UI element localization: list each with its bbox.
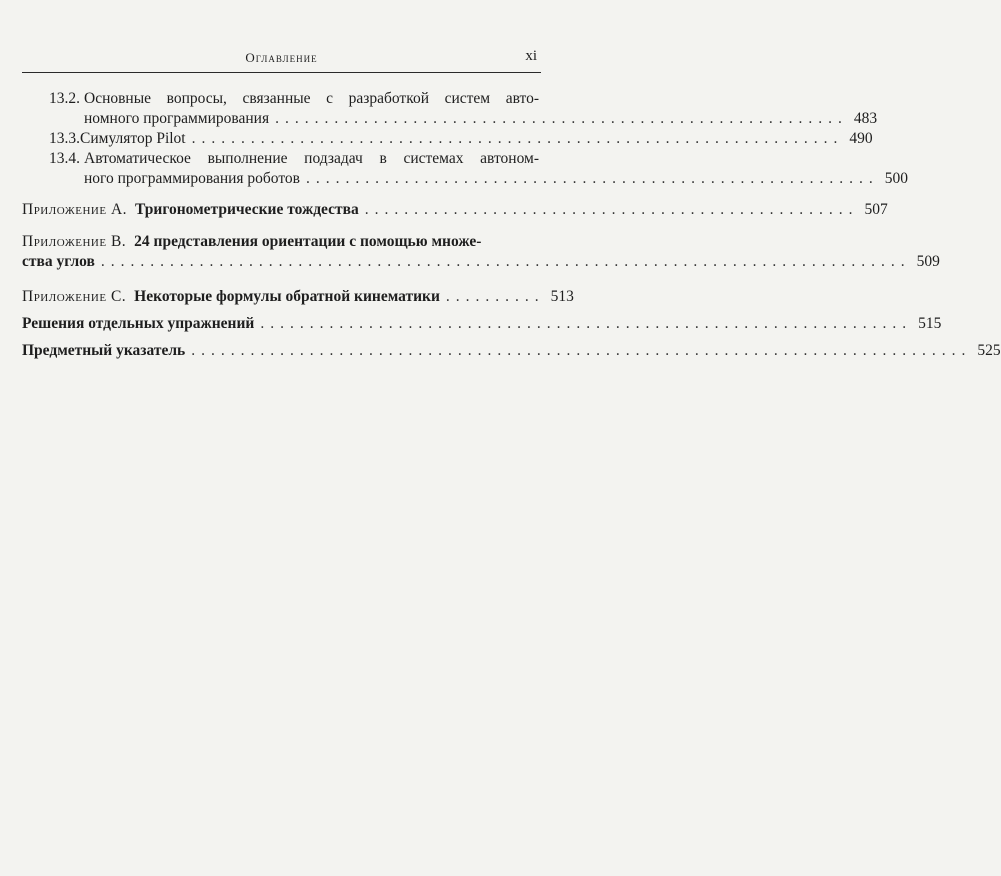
leader-dots: ..................................................: [364, 201, 859, 218]
appendix-title: Тригонометрические тождества: [135, 201, 359, 218]
toc-entry-page: 509: [916, 253, 940, 270]
leader-dots: ..........................................................: [275, 110, 848, 127]
appendix-label: Приложение C.: [22, 288, 127, 305]
appendix-title-continued: ства углов: [22, 253, 95, 270]
toc-entry-title-continued: номного программирования: [84, 110, 270, 127]
appendix-title: 24 представления ориентации с помощью множе-: [134, 233, 482, 250]
section-title: Предметный указатель: [22, 342, 186, 359]
toc-entry-number: 13.4.: [49, 150, 80, 167]
toc-entry-title: Симулятор Pilot: [80, 130, 186, 147]
leader-dots: ..................................................................: [191, 130, 844, 147]
running-header: [22, 46, 541, 73]
toc-entry-page: 483: [853, 110, 878, 127]
toc-entry-title: Основные вопросы, связанные с разработкой систем авто-: [84, 90, 539, 107]
appendix-title: Некоторые формулы обратной кинематики: [134, 288, 440, 305]
appendix-label: Приложение A.: [22, 201, 128, 218]
header-page-number: xi: [525, 48, 537, 64]
toc-entry-13-4-line2[interactable]: [84, 169, 908, 189]
toc-entry-number: 13.3.: [49, 130, 80, 147]
header-title: Оглавление: [245, 50, 318, 65]
toc-entry-page: 515: [918, 315, 942, 332]
toc-entry-page: 513: [550, 288, 574, 305]
toc-appendix-c[interactable]: [22, 287, 574, 307]
leader-dots: ..........: [445, 288, 545, 305]
leader-dots: ...............................................................................: [191, 342, 972, 359]
leader-dots: ..........................................................: [306, 170, 879, 187]
toc-entry-page: 525: [977, 342, 1001, 359]
toc-appendix-b-line1[interactable]: [22, 232, 539, 252]
toc-appendix-a[interactable]: [22, 200, 888, 220]
toc-entry-13-2-line2[interactable]: [84, 109, 878, 129]
toc-entry-number: 13.2.: [49, 90, 80, 107]
leader-dots: ..................................................................................: [100, 253, 911, 270]
toc-entry-page: 500: [884, 170, 908, 187]
toc-appendix-b-line2[interactable]: [22, 252, 940, 272]
toc-entry-13-3[interactable]: [49, 129, 873, 149]
toc-entry-title: Автоматическое выполнение подзадач в системах автоном-: [84, 150, 539, 167]
toc-entry-13-4-line1[interactable]: [49, 149, 539, 169]
toc-entry-page: 507: [864, 201, 888, 218]
appendix-label: Приложение B.: [22, 233, 127, 250]
toc-entry-title-continued: ного программирования роботов: [84, 170, 300, 187]
leader-dots: ..................................................................: [260, 315, 913, 332]
toc-entry-page: 490: [849, 130, 873, 147]
section-title: Решения отдельных упражнений: [22, 315, 255, 332]
toc-entry-13-2-line1[interactable]: [49, 89, 539, 109]
toc-index[interactable]: [22, 341, 1001, 361]
toc-solutions[interactable]: [22, 314, 942, 334]
